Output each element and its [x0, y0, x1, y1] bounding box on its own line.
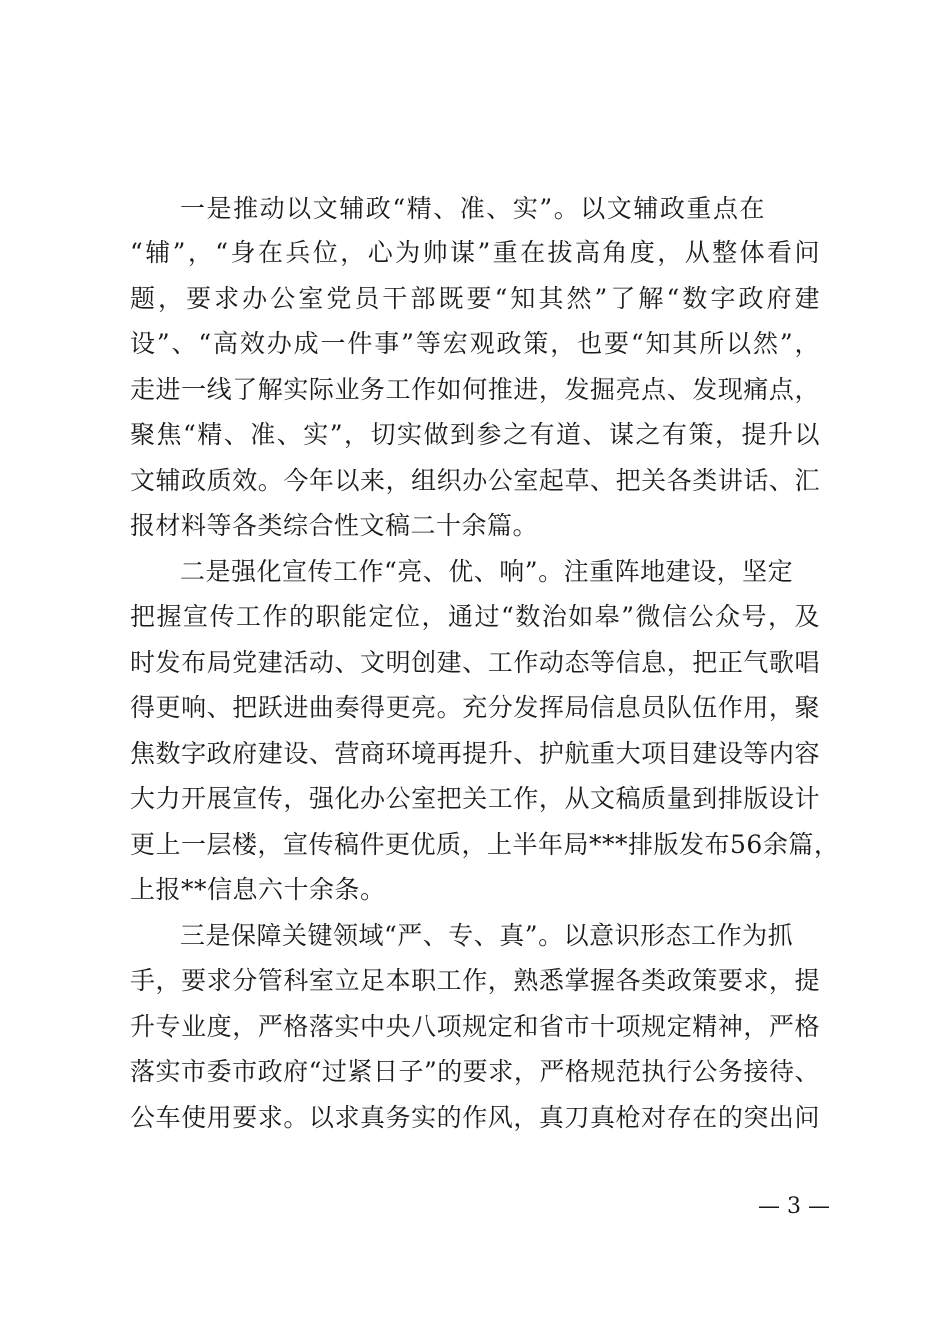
- paragraph-3-line-1: 三是保障关键领域“严、专、真”。以意识形态工作为抓: [180, 921, 794, 950]
- paragraph-3-line-4: 落实市委市政府“过紧日子”的要求，严格规范执行公务接待、: [130, 1057, 820, 1086]
- paragraph-2-line-2: 把握宣传工作的职能定位，通过“数治如皋”微信公众号，及: [130, 602, 820, 631]
- page-number: — 3 —: [758, 1194, 830, 1219]
- paragraph-1-line-6: 聚焦“精、准、实”，切实做到参之有道、谋之有策，提升以: [130, 420, 820, 449]
- paragraph-1-line-2: “辅”，“身在兵位，心为帅谋”重在拔高角度，从整体看问: [130, 238, 820, 267]
- paragraph-2-line-8: 上报**信息六十余条。: [130, 875, 386, 904]
- paragraph-3-line-3: 升专业度，严格落实中央八项规定和省市十项规定精神，严格: [130, 1012, 820, 1041]
- paragraph-2-line-3: 时发布局党建活动、文明创建、工作动态等信息，把正气歌唱: [130, 648, 820, 677]
- paragraph-2-line-1: 二是强化宣传工作“亮、优、响”。注重阵地建设，坚定: [180, 557, 794, 586]
- paragraph-1-line-4: 设”、“高效办成一件事”等宏观政策，也要“知其所以然”，: [130, 329, 820, 358]
- paragraph-2-line-5: 焦数字政府建设、营商环境再提升、护航重大项目建设等内容: [130, 739, 820, 768]
- paragraph-1-line-1: 一是推动以文辅政“精、准、实”。以文辅政重点在: [180, 194, 765, 223]
- paragraph-3-line-2: 手，要求分管科室立足本职工作，熟悉掌握各类政策要求，提: [130, 966, 820, 995]
- paragraph-3-line-5: 公车使用要求。以求真务实的作风，真刀真枪对存在的突出问: [130, 1103, 820, 1132]
- paragraph-1-line-3: 题，要求办公室党员干部既要“知其然”了解“数字政府建: [130, 284, 820, 313]
- paragraph-2-line-7: 更上一层楼，宣传稿件更优质，上半年局***排版发布56余篇，: [130, 830, 840, 859]
- paragraph-1-line-7: 文辅政质效。今年以来，组织办公室起草、把关各类讲话、汇: [130, 466, 820, 495]
- paragraph-1-line-8: 报材料等各类综合性文稿二十余篇。: [130, 511, 539, 540]
- paragraph-2-line-6: 大力开展宣传，强化办公室把关工作，从文稿质量到排版设计: [130, 784, 820, 813]
- paragraph-2-line-4: 得更响、把跃进曲奏得更亮。充分发挥局信息员队伍作用，聚: [130, 693, 820, 722]
- paragraph-1-line-5: 走进一线了解实际业务工作如何推进，发掘亮点、发现痛点，: [130, 375, 820, 404]
